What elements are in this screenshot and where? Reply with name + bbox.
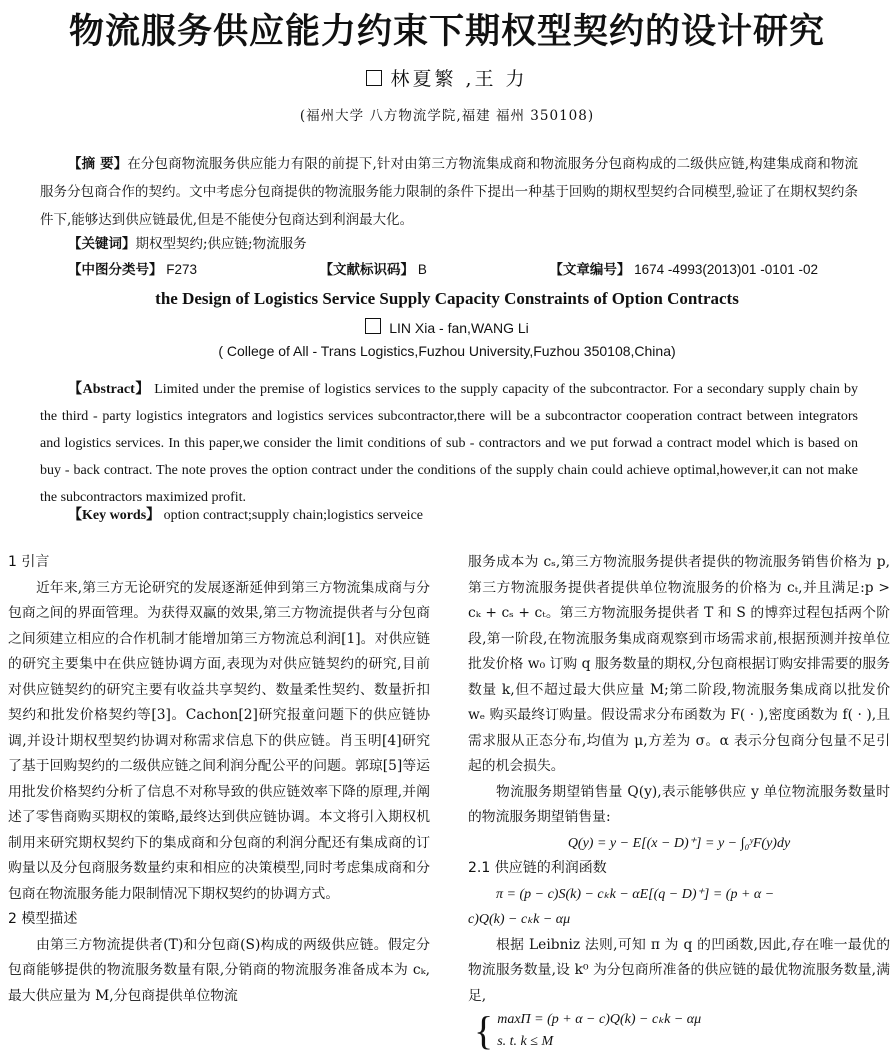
classification-row xyxy=(40,258,858,278)
abstract-en-text: Limited under the premise of logistics services to the supply capacity of the subcontractor. For a secondary supply chain by the third - party logistics integrators and logistics services subcontractor,there will be a subcontractor cooperation contract between integrators and logistics services. In this paper,we consider the limit conditions of sub - contractors and we put forwad a contract model which is based on buy - back contract. The note proves the option contract under the conditions of the supply chain could achieve optimal,however,it can not make the subcontractors maximized profit. xyxy=(40,382,859,505)
section-1-heading: 1 引言 xyxy=(8,554,50,570)
clc-field xyxy=(68,258,197,278)
abstract-cn-text: 在分包商物流服务供应能力有限的前提下,针对由第三方物流集成商和物流服务分包商构成的二级供应链,构建集成商和物流服务分包商合作的契约。文中考虑分包商提供的物流服务能力限制的条件下提出一种基于回购的期权型契约合同模型,验证了在期权契约条件下,能够达到供应链最优,但是不能使分包商达到利润最大化。 xyxy=(40,156,858,228)
english-title: the Design of Logistics Service Supply Capacity Constraints of Option Contracts xyxy=(155,289,739,308)
english-authors xyxy=(0,318,894,336)
right-paragraph-2: 物流服务期望销售量 Q(y),表示能够供应 y 单位物流服务数量时的物流服务期望销售量: xyxy=(468,783,890,825)
keywords-en-text: option contract;supply chain;logistics serveice xyxy=(163,508,423,523)
optimization-lines xyxy=(497,1009,701,1053)
formula-expected-sales: Q(y) = y − E[(x − D)⁺] = y − ∫₀ʸF(y)dy xyxy=(567,835,791,851)
right-paragraph-1: 服务成本为 cₛ,第三方物流服务提供者提供的物流服务销售价格为 p,第三方物流服务提供者提供单位物流服务的价格为 cₜ,并且满足:p > cₖ + cₛ + cₜ。第三方物流服务提供者 T 和 S 的博弈过程包括两个阶段,第一阶段,在物流服务集成商观察到市场需求前,根据预测并按单位批发价格 w₀ 订购 q 服务数量的期权,分包商根据订购安排需要的服务数量 k,但不超过最大供应量 M;第二阶段,物流服务集成商以批发价 wₑ 购买最终订购量。假设需求分布函数为 F( · ),密度函数为 f( · ),且需求服从正态分布,均值为 μ,方差为 σ。α 表示分包商分包量不足引起的机会损失。 xyxy=(468,554,890,774)
section-2-heading: 2 模型描述 xyxy=(8,911,78,927)
formula-profit-line-1: π = (p − c)S(k) − cₖk − αE[(q − D)⁺] = (p + α − xyxy=(496,886,775,902)
keywords-en xyxy=(68,504,858,524)
abstract-cn-label: 【摘 要】 xyxy=(68,156,128,172)
doc-code-field xyxy=(320,258,427,278)
objective-line: maxΠ = (p + α − c)Q(k) − cₖk − αμ xyxy=(497,1012,702,1027)
doc-code-label: 【文献标识码】 xyxy=(319,262,415,278)
keywords-cn-text: 期权型契约;供应链;物流服务 xyxy=(135,236,307,252)
clc-value: F273 xyxy=(166,262,198,277)
article-id-field xyxy=(549,258,818,278)
keywords-en-label: 【Key words】 xyxy=(68,508,161,523)
affiliation: (福州大学 八方物流学院,福建 福州 350108) xyxy=(299,108,595,124)
constraint-line: s. t. k ≤ M xyxy=(497,1034,554,1049)
clc-label: 【中图分类号】 xyxy=(68,262,163,278)
abstract-en-label: 【Abstract】 xyxy=(68,382,151,397)
english-authors-text: LIN Xia - fan,WANG Li xyxy=(389,320,529,336)
optimization-system xyxy=(474,1009,890,1053)
english-affiliation: ( College of All - Trans Logistics,Fuzhou University,Fuzhou 350108,China) xyxy=(218,343,676,359)
doc-code-value: B xyxy=(417,262,427,277)
abstract-en xyxy=(40,376,858,511)
section-2-paragraph: 由第三方物流提供者(T)和分包商(S)构成的两级供应链。假定分包商能够提供的物流服务数量有限,分销商的物流服务准备成本为 cₖ,最大供应量为 M,分包商提供单位物流 xyxy=(8,936,430,1004)
right-column xyxy=(468,550,890,1053)
author-box-icon xyxy=(366,70,382,86)
keywords-cn-label: 【关键词】 xyxy=(68,236,136,252)
abstract-cn xyxy=(40,150,858,234)
authors-text: 林夏繁 ,王 力 xyxy=(390,68,528,90)
left-brace-icon: { xyxy=(474,1008,494,1053)
article-id-label: 【文章编号】 xyxy=(549,262,631,278)
article-id-value: 1674 -4993(2013)01 -0101 -02 xyxy=(634,262,818,277)
keywords-cn xyxy=(40,232,886,252)
left-column xyxy=(8,550,430,1009)
paper-title: 物流服务供应能力约束下期权型契约的设计研究 xyxy=(68,12,825,52)
authors xyxy=(0,64,894,91)
subsection-2-1-heading: 2.1 供应链的利润函数 xyxy=(468,860,607,876)
section-1-paragraph: 近年来,第三方无论研究的发展逐渐延伸到第三方物流集成商与分包商之间的界面管理。为获得双赢的效果,第三方物流提供者与分包商之间须建立相应的合作机制才能增加第三方物流总利润[1]。对供应链的研究主要集中在供应链协调方面,表现为对供应链契约的研究,目前对供应链契约的研究主要有收益共享契约、数量柔性契约、数量折扣契约和批发价格契约等[3]。Cachon[2]研究报童问题下的供应链协调,并设计期权型契约协调对称需求信息下的供应链。肖玉明[4]研究了基于回购契约的二级供应链之间利润分配公平的问题。郭琼[5]等运用批发价格契约分析了信息不对称导致的供应链效率下降的原理,并阐述了零售商购买期权的策略,最终达到供应链协调。本文将引入期权机制用来研究期权契约下的集成商和分包商的利润分配还有集成商的订购量以及分包商服务数量约束和相应的决策模型,同时考虑集成商和分包商在物流服务能力限制情况下期权契约的协调方式。 xyxy=(8,579,430,902)
formula-profit-line-2: c)Q(k) − cₖk − αμ xyxy=(468,912,571,927)
right-paragraph-3: 根据 Leibniz 法则,可知 π 为 q 的凹函数,因此,存在唯一最优的物流服务数量,设 k⁰ 为分包商所准备的供应链的最优物流服务数量,满足, xyxy=(468,936,890,1004)
english-author-box-icon xyxy=(365,318,381,334)
